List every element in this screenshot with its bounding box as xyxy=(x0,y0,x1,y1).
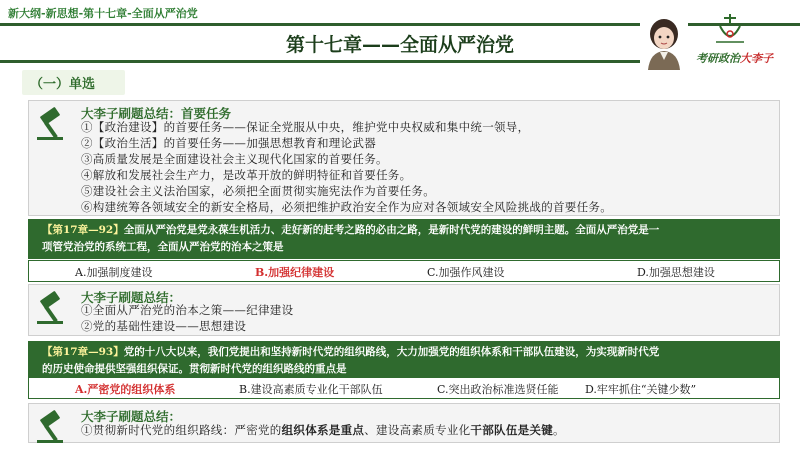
summary-heading: 大李子刷题总结： xyxy=(81,290,182,305)
breadcrumb: 新大纲-新思想-第十七章-全面从严治党 xyxy=(8,7,198,20)
brand-text-accent: 大李子 xyxy=(740,52,773,65)
question-text-line2: 项管党治党的系统工程，全面从严治党的治本之策是 xyxy=(42,241,284,253)
summary-box-3 xyxy=(28,403,780,443)
option-d[interactable]: D.牢牢抓住“关键少数” xyxy=(585,383,697,396)
question-number: 【第17章—92】 xyxy=(42,224,124,236)
logo-mark xyxy=(710,12,750,48)
options-row-1 xyxy=(28,260,780,282)
option-d[interactable]: D.加强思想建设 xyxy=(637,266,715,279)
brand-text-prefix: 考研政治 xyxy=(696,52,740,65)
summary-line: ⑥构建统筹各领域安全的新安全格局，必须把维护政治安全作为应对各领域安全风险挑战的首要任务。 xyxy=(81,200,612,214)
option-a[interactable]: A.加强制度建设 xyxy=(75,266,153,279)
summary-highlight: 组织体系是重点 xyxy=(281,423,365,437)
question-text-line1: 全面从严治党是党永葆生机活力、走好新的赶考之路的必由之路，是新时代党的建设的鲜明主题。全面从严治党是一 xyxy=(123,224,660,236)
gavel-icon xyxy=(37,410,71,444)
summary-box-2 xyxy=(28,284,780,336)
question-text-line1: 党的十八大以来，我们党提出和坚持新时代党的组织路线，大力加强党的组织体系和干部队伍建设，为实现新时代党 xyxy=(123,346,660,358)
gavel-icon xyxy=(37,291,71,325)
option-b[interactable]: B.加强纪律建设 xyxy=(255,266,335,279)
summary-highlight: 干部队伍是关键 xyxy=(470,423,554,437)
option-b[interactable]: B.建设高素质专业化干部队伍 xyxy=(239,383,383,396)
summary-line: ②【政治生活】的首要任务——加强思想教育和理论武器 xyxy=(81,136,376,150)
summary-line: ③高质量发展是全面建设社会主义现代化国家的首要任务。 xyxy=(81,152,388,166)
section-label: （一）单选 xyxy=(22,70,125,95)
summary-box-1 xyxy=(28,100,780,216)
gavel-icon xyxy=(37,107,71,141)
summary-line-mid: 、建设高素质专业化 xyxy=(364,423,471,437)
avatar xyxy=(640,14,688,70)
option-c[interactable]: C.加强作风建设 xyxy=(427,266,505,279)
summary-line: ④解放和发展社会生产力，是改革开放的鲜明特征和首要任务。 xyxy=(81,168,412,182)
question-banner-2 xyxy=(28,341,780,377)
summary-line-end: 。 xyxy=(553,423,565,437)
brand-block xyxy=(640,10,790,70)
options-row-2 xyxy=(28,377,780,399)
question-text-line2: 的历史使命提供坚强组织保证。贯彻新时代党的组织路线的重点是 xyxy=(42,363,347,375)
page-title: 第十七章——全面从严治党 xyxy=(285,34,514,56)
summary-line: ⑤建设社会主义法治国家，必须把全面贯彻实施宪法作为首要任务。 xyxy=(81,184,435,198)
summary-line: ①【政治建设】的首要任务——保证全党服从中央，维护党中央权威和集中统一领导， xyxy=(81,120,530,134)
summary-line xyxy=(81,422,565,438)
summary-heading: 大李子刷题总结： xyxy=(81,409,182,424)
option-c[interactable]: C.突出政治标准选贤任能 xyxy=(437,383,559,396)
question-banner-1 xyxy=(28,219,780,259)
question-number: 【第17章—93】 xyxy=(42,346,124,358)
summary-heading: 大李子刷题总结：首要任务 xyxy=(81,106,232,121)
summary-line: ①全面从严治党的治本之策——纪律建设 xyxy=(81,303,294,317)
option-a[interactable]: A.严密党的组织体系 xyxy=(75,383,176,396)
summary-line: ②党的基础性建设——思想建设 xyxy=(81,319,247,333)
brand-text xyxy=(696,50,773,66)
summary-line-prefix: ①贯彻新时代党的组织路线：严密党的 xyxy=(81,423,282,437)
title-divider xyxy=(0,60,640,63)
